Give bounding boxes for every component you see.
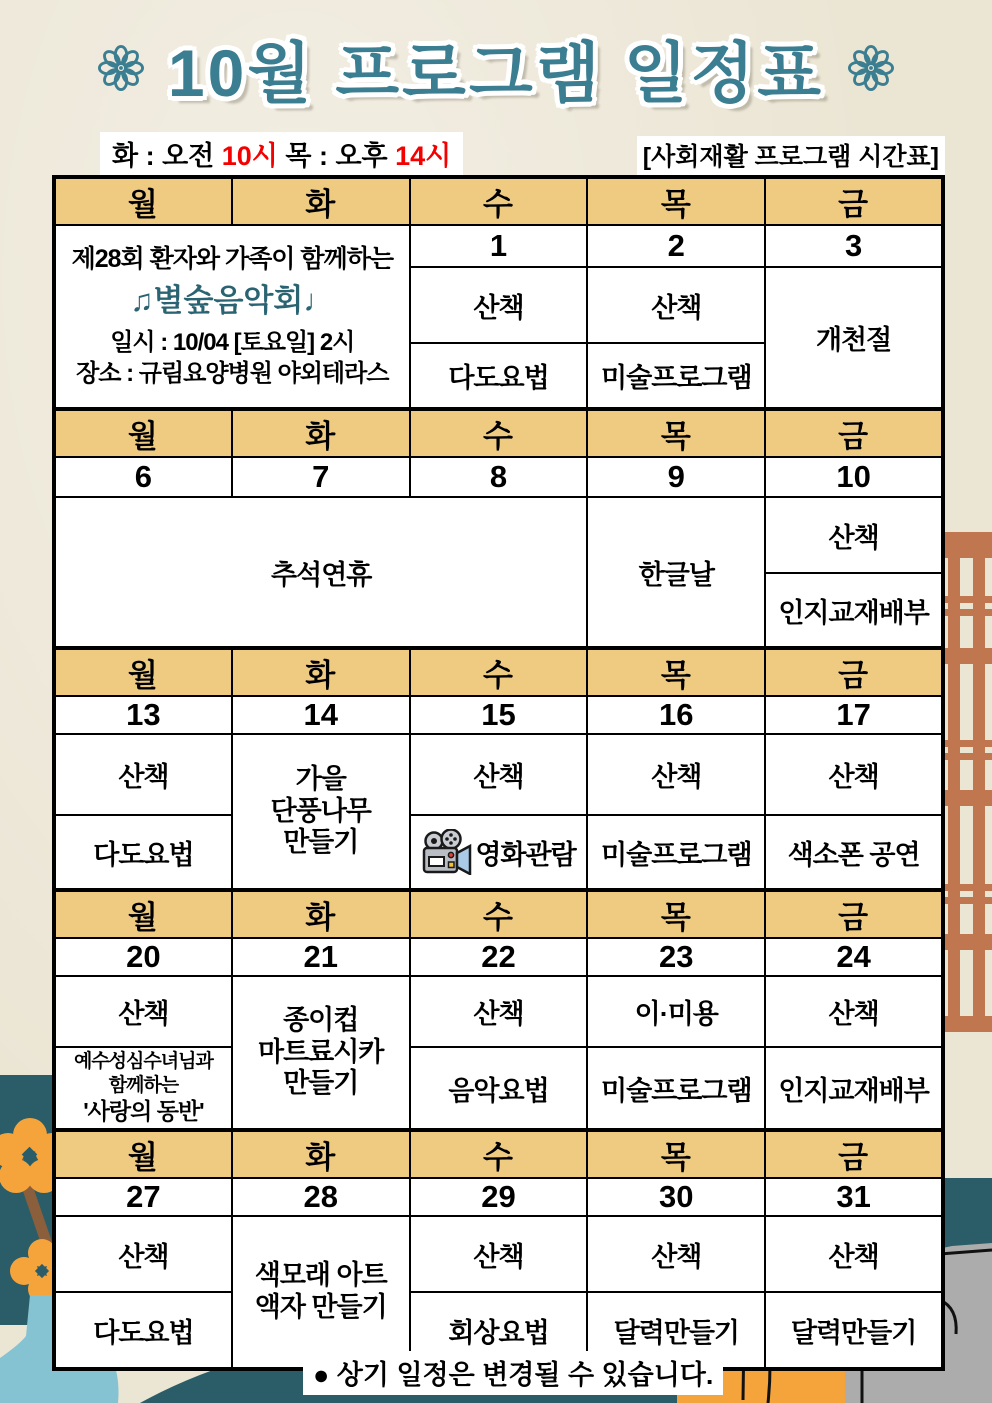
day-header-cell: 목 — [587, 890, 765, 938]
activity-cell: 산책 — [410, 976, 588, 1047]
calendar-week1-table — [52, 175, 945, 411]
thu-time-value: 14시 — [395, 141, 452, 171]
event-line: 함께하는 — [108, 1074, 179, 1096]
date-cell: 21 — [232, 938, 410, 976]
flower-ornament-icon — [848, 45, 894, 91]
movie-activity-cell — [410, 815, 588, 890]
holiday-cell: 한글날 — [587, 497, 765, 648]
activity-cell: 산책 — [765, 734, 943, 815]
activity-cell: 산책 — [54, 734, 232, 815]
holiday-cell: 개천절 — [765, 267, 943, 409]
day-header-cell: 화 — [232, 648, 410, 696]
calendar-week4-table — [52, 888, 945, 1132]
day-header-cell: 목 — [587, 1130, 765, 1178]
day-header-cell: 목 — [587, 177, 765, 225]
day-header-cell: 월 — [54, 177, 232, 225]
day-header-cell: 월 — [54, 890, 232, 938]
day-header-cell: 금 — [765, 890, 943, 938]
craft-activity-cell — [232, 734, 410, 890]
activity-cell: 산책 — [410, 734, 588, 815]
concert-location: 장소 : 규림요양병원 야외테라스 — [76, 360, 389, 388]
day-header-cell: 수 — [410, 1130, 588, 1178]
day-header-row — [54, 648, 943, 696]
day-header-cell: 수 — [410, 409, 588, 457]
day-header-cell: 수 — [410, 177, 588, 225]
activity-cell: 산책 — [765, 1216, 943, 1292]
day-header-cell: 화 — [232, 177, 410, 225]
craft-line: 액자 만들기 — [254, 1292, 387, 1322]
date-cell: 23 — [587, 938, 765, 976]
date-cell: 2 — [587, 225, 765, 267]
activity-cell: 산책 — [765, 976, 943, 1047]
holiday-cell: 추석연휴 — [54, 497, 587, 648]
day-header-cell: 화 — [232, 1130, 410, 1178]
date-cell: 20 — [54, 938, 232, 976]
day-header-cell: 금 — [765, 177, 943, 225]
day-header-cell: 화 — [232, 890, 410, 938]
concert-datetime: 일시 : 10/04 [토요일] 2시 — [110, 329, 355, 357]
activity-cell: 산책 — [587, 1216, 765, 1292]
date-cell: 10 — [765, 457, 943, 497]
day-header-row — [54, 409, 943, 457]
date-cell-holiday: 9 — [587, 457, 765, 497]
date-cell: 28 — [232, 1178, 410, 1216]
tue-time-value: 10시 — [221, 141, 278, 171]
craft-line: 단풍나무 — [270, 795, 371, 826]
craft-activity-cell — [232, 976, 410, 1130]
activity-cell: 회상요법 — [410, 1292, 588, 1369]
date-cell: 30 — [587, 1178, 765, 1216]
announcement-line: 제28회 환자와 가족이 함께하는 — [71, 245, 394, 274]
date-cell: 29 — [410, 1178, 588, 1216]
day-header-cell: 목 — [587, 409, 765, 457]
activity-cell: 색소폰 공연 — [765, 815, 943, 890]
activity-cell: 산책 — [587, 734, 765, 815]
craft-activity-cell — [232, 1216, 410, 1369]
movie-camera-icon — [421, 829, 473, 875]
day-header-cell: 수 — [410, 648, 588, 696]
date-cell: 15 — [410, 696, 588, 734]
craft-line: 가을 — [295, 763, 346, 794]
activity-cell: 다도요법 — [54, 1292, 232, 1369]
craft-line: 마트료시카 — [257, 1036, 384, 1067]
date-cell-holiday: 7 — [232, 457, 410, 497]
day-header-cell: 수 — [410, 890, 588, 938]
day-header-cell: 월 — [54, 648, 232, 696]
date-cell: 1 — [410, 225, 588, 267]
day-header-cell: 화 — [232, 409, 410, 457]
activity-cell: 다도요법 — [410, 343, 588, 409]
date-cell: 31 — [765, 1178, 943, 1216]
calendar-week2-table — [52, 407, 945, 650]
activity-cell: 달력만들기 — [587, 1292, 765, 1369]
footer-note: ● 상기 일정은 변경될 수 있습니다. — [303, 1351, 723, 1395]
activity-cell: 인지교재배부 — [765, 1047, 943, 1130]
date-cell-holiday: 6 — [54, 457, 232, 497]
title-row — [0, 20, 992, 115]
craft-line: 종이컵 — [283, 1004, 359, 1035]
date-cell-holiday: 8 — [410, 457, 588, 497]
date-cell-holiday: 3 — [765, 225, 943, 267]
calendar-week3-table — [52, 646, 945, 892]
day-header-row — [54, 177, 943, 225]
calendar-week5-table — [52, 1128, 945, 1371]
craft-line: 색모래 아트 — [254, 1260, 387, 1291]
day-header-row — [54, 890, 943, 938]
craft-line: 만들기 — [283, 1068, 359, 1099]
date-cell: 24 — [765, 938, 943, 976]
activity-cell: 다도요법 — [54, 815, 232, 890]
activity-cell: 산책 — [410, 1216, 588, 1292]
date-cell: 13 — [54, 696, 232, 734]
calendar — [52, 175, 945, 1371]
activity-cell: 달력만들기 — [765, 1292, 943, 1369]
activity-cell: 음악요법 — [410, 1047, 588, 1130]
day-header-cell: 금 — [765, 1130, 943, 1178]
activity-cell: 미술프로그램 — [587, 815, 765, 890]
activity-cell: 산책 — [765, 497, 943, 573]
day-header-cell: 금 — [765, 648, 943, 696]
date-cell: 14 — [232, 696, 410, 734]
tue-time-label: 화 : 오전 — [112, 141, 222, 171]
event-line: '사랑의 동반' — [83, 1098, 204, 1125]
activity-cell: 산책 — [587, 267, 765, 343]
day-header-cell: 목 — [587, 648, 765, 696]
activity-cell: 미술프로그램 — [587, 1047, 765, 1130]
day-header-row — [54, 1130, 943, 1178]
page-title: 10월 프로그램 일정표 — [167, 36, 825, 110]
activity-cell: 인지교재배부 — [765, 573, 943, 648]
activity-cell: 산책 — [410, 267, 588, 343]
concert-title: ♫별숲음악회♩ — [130, 282, 335, 318]
activity-cell: 산책 — [54, 1216, 232, 1292]
activity-label: 영화관람 — [475, 839, 576, 870]
date-cell: 22 — [410, 938, 588, 976]
concert-announcement-cell — [54, 225, 410, 409]
event-line: 예수성심수녀님과 — [73, 1050, 213, 1072]
activity-cell: 미술프로그램 — [587, 343, 765, 409]
thu-time-label: 목 : 오후 — [277, 141, 396, 171]
craft-line: 만들기 — [283, 827, 359, 858]
program-label: [사회재활 프로그램 시간표] — [637, 136, 945, 175]
date-cell: 16 — [587, 696, 765, 734]
flower-ornament-icon — [98, 45, 144, 91]
day-header-cell: 월 — [54, 409, 232, 457]
special-event-cell — [54, 1047, 232, 1130]
lattice-decoration — [945, 532, 992, 1032]
day-header-cell: 금 — [765, 409, 943, 457]
day-header-cell: 월 — [54, 1130, 232, 1178]
date-cell: 17 — [765, 696, 943, 734]
schedule-time-note — [100, 132, 463, 176]
date-cell: 27 — [54, 1178, 232, 1216]
activity-cell: 이·미용 — [587, 976, 765, 1047]
activity-cell: 산책 — [54, 976, 232, 1047]
